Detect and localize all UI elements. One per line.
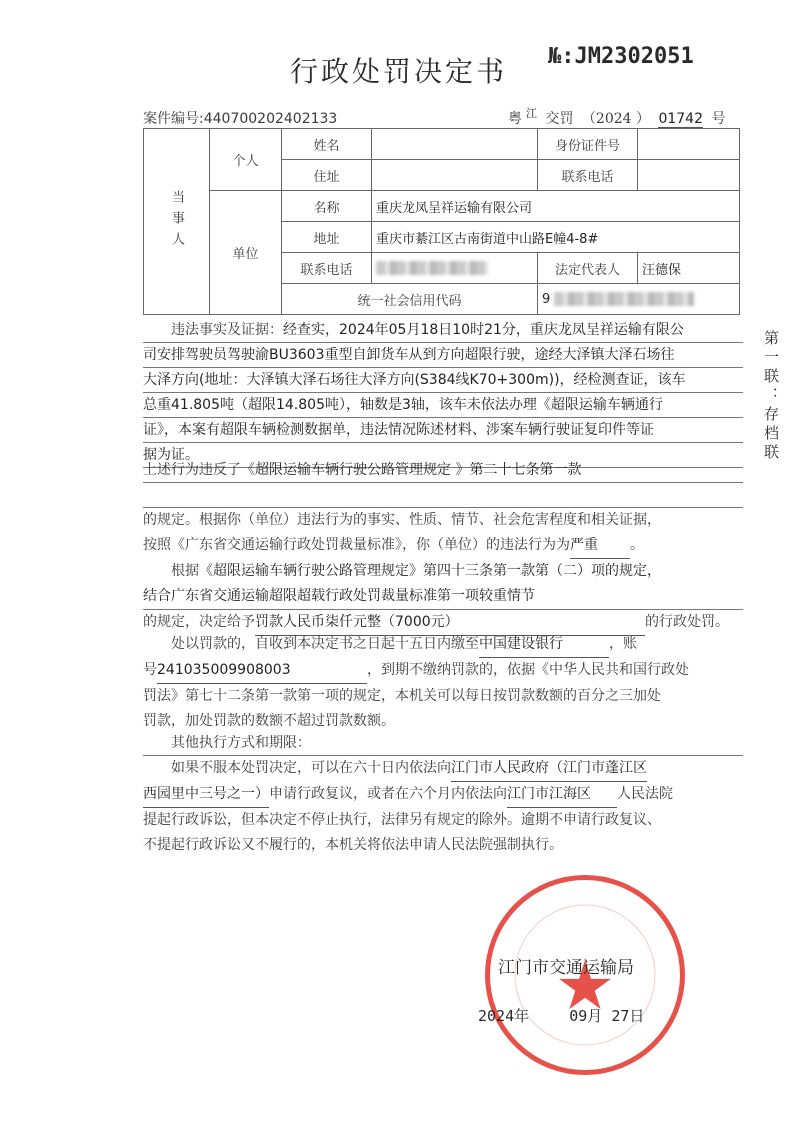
word-num: 01742 [658,111,703,127]
word-mid: 交罚 [545,111,574,127]
address-value [372,160,538,191]
issue-date [478,1005,644,1026]
document-title: 行政处罚决定书 [290,55,508,88]
id-value [638,129,740,160]
word-small: 江 [526,107,537,120]
redacted-credit-code [554,292,694,306]
appeal-government: 江门市人民政府（江门市蓬江区 [451,756,647,782]
severity-value: 严重 [570,533,630,559]
facts-label: 违法事实及证据： [171,322,283,338]
violation-prefix: 上述行为违反了 [143,462,241,478]
unit-address-value: 重庆市綦江区古南街道中山路E幢4-8# [372,222,740,253]
word-prefix: 粤 [508,111,522,127]
case-number-label: 案件编号: [143,111,204,127]
date-month: 09 [569,1007,588,1025]
payment-line-d: 罚款，加处罚款的数额不超过罚款数额。 [143,713,395,729]
unit-label: 单位 [210,191,282,315]
facts-line-4: 证》，本案有超限车辆检测数据单，违法情况陈述材料、涉案车辆行驶证复印件等证 [143,418,743,443]
violation-law: 《超限运输车辆行驶公路管理规定 》第二十七条第一款 [241,462,582,478]
address-label: 住址 [282,160,372,191]
penalty-value: 罚款人民币柒仟元整（7000元） [255,610,645,636]
facts-section [143,318,743,468]
redacted-phone [376,261,488,275]
legal-basis-law: 《超限运输车辆行驶公路管理规定》第四十三条第一款第（二）项的规定， [199,563,661,579]
unit-name-value: 重庆龙凤呈祥运输有限公司 [372,191,740,222]
basis-line-a: 的规定。根据你（单位）违法行为的事实、性质、情节、社会危害程度和相关证据， [143,512,661,528]
decision-suffix: 的行政处罚。 [645,614,729,630]
decision-prefix: 的规定，决定给予 [143,614,255,630]
account-prefix: 号 [143,662,157,678]
unit-name-label: 名称 [282,191,372,222]
appeal-line-c: 人民法院 [617,786,673,802]
account-value: 241035009908003 [157,658,367,684]
facts-line-5: 据为证。 [143,443,743,468]
date-day-label: 日 [629,1007,645,1025]
appeal-line-a: 如果不服本处罚决定，可以在六十日内依法向 [171,760,451,776]
copy-label: 第一联：存档联 [762,330,780,463]
appeal-government-address: 西园里中三号之一） [143,782,269,808]
payment-line-b: ，到期不缴纳罚款的，依据《中华人民共和国行政处 [367,662,689,678]
legal-basis-prefix: 根据 [171,563,199,579]
facts-line-1: 司安排驾驶员驾驶渝BU3603重型自卸货车从到方向超限行驶，途经大泽镇大泽石场往 [143,343,743,368]
name-value [372,129,538,160]
appeal-court: 江门市江海区 [507,782,617,808]
legal-basis-standard: 结合广东省交通运输超限超载行政处罚裁量标准第一项较重情节 [143,584,743,610]
name-label: 姓名 [282,129,372,160]
word-year: （2024 ） [581,111,650,127]
unit-phone-value [372,253,538,284]
facts-line-0: 经查实，2024年05月18日10时21分，重庆龙凤呈祥运输有限公 [283,322,684,338]
credit-code-prefix: 9 [542,291,551,307]
appeal-line-b: 申请行政复议，或者在六个月内依法向 [269,786,507,802]
date-year: 2024 [478,1007,515,1025]
legal-rep-value: 汪德保 [638,253,740,284]
party-table [143,128,740,315]
payment-account-label: ，账 [609,636,637,652]
word-suffix: 号 [711,111,726,127]
appeal-section [143,756,743,858]
case-number-value: 440700202402133 [203,111,338,127]
other-section [143,731,743,756]
facts-line-3: 总重41.805吨（超限14.805吨），轴数是3轴，该车未依法办理《超限运输车辆通行 [143,393,743,418]
payment-line-c: 罚法》第七十二条第一款第一项的规定，本机关可以每日按罚款数额的百分之三加处 [143,688,661,704]
other-label: 其他执行方式和期限： [171,735,311,751]
appeal-line-d: 提起行政诉讼，但本决定不停止执行，法律另有规定的除外。逾期不申请行政复议、 [143,812,661,828]
document-number: №:JM2302051 [548,44,694,69]
issuing-authority: 江门市交通运输局 [498,958,634,978]
bank-value: 中国建设银行 [479,632,609,658]
case-number [143,108,337,128]
phone-label: 联系电话 [538,160,638,191]
id-label: 身份证件号 [538,129,638,160]
date-day: 27 [611,1007,630,1025]
phone-value [638,160,740,191]
date-year-label: 年 [514,1007,530,1025]
date-month-label: 月 [587,1007,603,1025]
party-side-label: 当事人 [144,129,210,315]
word-number [508,108,729,128]
basis-section: 的规定。根据你（单位）违法行为的事实、性质、情节、社会危害程度和相关证据， 按照《广东省交通运输行政处罚裁量标准》，你（单位）的违法行为为严重 。 根据《超限运输车辆行驶公路管理规定》第四十三条第一款第（二）项的规定， 结合广东省交通运输超限超载行政处罚裁量标准第一项较重情节 的规定，决定给予罚款人民币柒仟元整（7000元） 的行政处罚。 [143,508,743,636]
basis-line-b: 按照《广东省交通运输行政处罚裁量标准》，你（单位）的违法行为为 [143,537,570,553]
legal-rep-label: 法定代表人 [538,253,638,284]
payment-section [143,632,743,734]
credit-code-value [538,284,740,315]
violation-blank [143,483,743,508]
payment-line-a: 处以罚款的，自收到本决定书之日起十五日内缴至 [171,636,479,652]
personal-label: 个人 [210,129,282,191]
facts-line-2: 大泽方向(地址：大泽镇大泽石场往大泽方向(S384线K70+300m))，经检测查证，该车 [143,368,743,393]
unit-address-label: 地址 [282,222,372,253]
violation-section [143,458,743,508]
credit-code-label: 统一社会信用代码 [282,284,538,315]
appeal-line-e: 不提起行政诉讼又不履行的，本机关将依法申请人民法院强制执行。 [143,837,563,853]
unit-phone-label: 联系电话 [282,253,372,284]
